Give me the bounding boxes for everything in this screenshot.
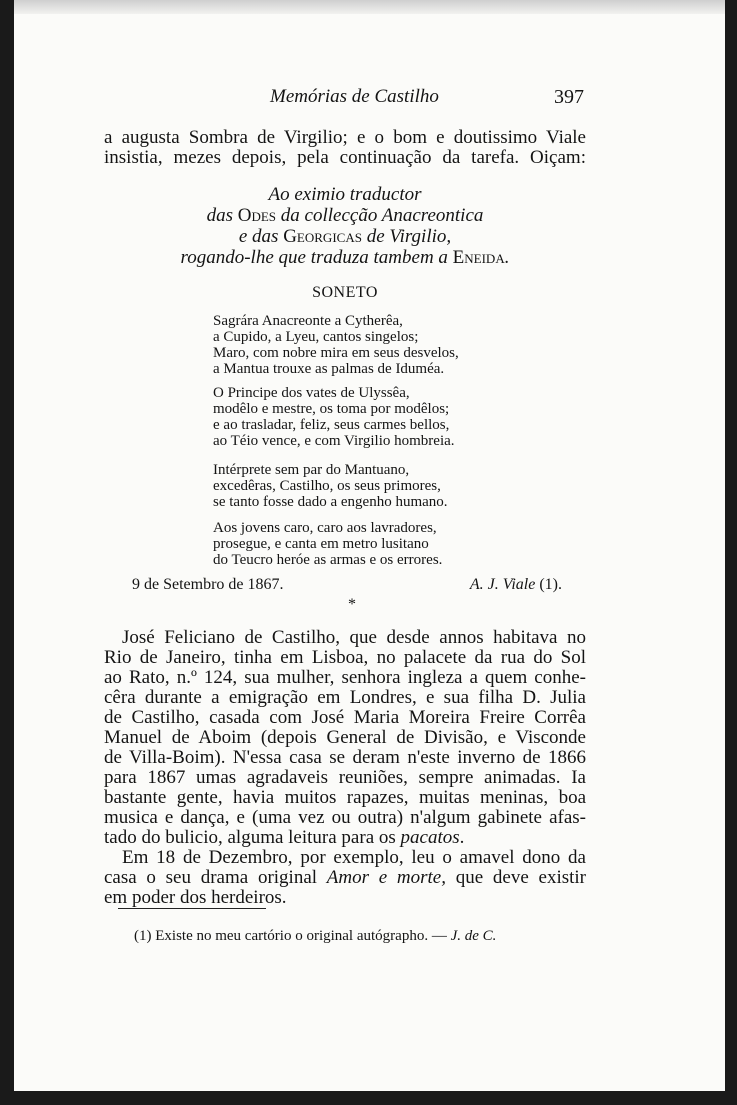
italic-text: Amor e morte,: [326, 867, 446, 888]
verse-line: O Principe dos vates de Ulyssêa,: [213, 385, 410, 401]
small-caps-text: Eneida: [452, 247, 505, 268]
italic-text: pacatos: [400, 827, 460, 848]
dedication-line: Ao eximio traductor: [268, 184, 422, 205]
footnote-marker: (1).: [535, 576, 562, 593]
text-line: ao Rato, n.º 124, sua mulher, senhora ingleza a quem conhe-: [104, 667, 586, 688]
dedication-line: [104, 205, 586, 226]
text-line: em poder dos herdeiros.: [104, 887, 287, 908]
text-run: tado do bulicio, alguma leitura para os: [104, 827, 401, 848]
verse-line: Intérprete sem par do Mantuano,: [213, 462, 410, 478]
small-caps-text: Odes: [237, 205, 277, 226]
text-line: insistia, mezes depois, pela continuação da tarefa. Oiçam:: [104, 147, 586, 168]
text-line: bastante gente, havia muitos rapazes, muitas meninas, boa: [104, 787, 586, 808]
footnote-signature: J. de C.: [450, 928, 497, 944]
text-line: a augusta Sombra de Virgilio; e o bom e doutissimo Viale: [104, 127, 586, 148]
text-line: [104, 868, 586, 888]
sonnet-signature: [132, 576, 562, 596]
verse-line: ao Téio vence, e com Virgilio hombreia.: [213, 433, 455, 449]
dedication-text: rogando-lhe que traduza tambem a: [180, 247, 453, 268]
text-run: casa o seu drama original: [104, 867, 327, 888]
text-run: .: [459, 827, 465, 848]
sonnet-author: [470, 576, 562, 594]
verse-line: a Cupido, a Lyeu, cantos singelos;: [213, 329, 419, 345]
verse-line: Sagrára Anacreonte a Cytherêa,: [213, 313, 403, 329]
text-line: Rio de Janeiro, tinha em Lisboa, no palacete da rua do Sol: [104, 647, 586, 668]
text-line: de Castilho, casada com José Maria Moreira Freire Corrêa: [104, 707, 586, 728]
sonnet-stanza: [213, 462, 503, 510]
text-line: José Feliciano de Castilho, que desde annos habitava no: [122, 627, 586, 648]
small-caps-text: Georgicas: [283, 226, 362, 247]
sonnet-stanza: [213, 313, 503, 377]
verse-line: a Mantua trouxe as palmas de Iduméa.: [213, 361, 445, 377]
page-number: 397: [554, 86, 584, 108]
dedication-line: [104, 226, 586, 247]
author-name: A. J. Viale: [469, 576, 536, 593]
text-line: Manuel de Aboim (depois General de Divisão, e Visconde: [104, 727, 586, 748]
text-line: musica e dança, e (uma vez ou outra) n'algum gabinete afas-: [104, 807, 586, 828]
verse-line: excedêras, Castilho, os seus primores,: [213, 478, 441, 494]
sonnet-title: SONETO: [312, 284, 378, 301]
verse-line: Maro, com nobre mira em seus desvelos,: [213, 345, 459, 361]
dedication-text: .: [504, 247, 510, 268]
sonnet-stanza: [213, 520, 503, 568]
text-line: para 1867 umas agradaveis reuniões, sempre animadas. Ia: [104, 767, 586, 788]
body-paragraphs: [104, 628, 586, 908]
intro-paragraph: [104, 128, 586, 168]
section-separator: *: [348, 596, 356, 613]
dedication-text: da collecção Anacreontica: [276, 205, 484, 226]
footnote-text: (1) Existe no meu cartório o original autógrapho. —: [134, 928, 451, 944]
text-line: cêra durante a emigração em Londres, e sua filha D. Julia: [104, 687, 586, 708]
verse-line: e ao trasladar, feliz, seus carmes bellos,: [213, 417, 450, 433]
verse-line: Aos jovens caro, caro aos lavradores,: [213, 520, 437, 536]
text-run: que deve existir: [446, 867, 587, 888]
dedication: [104, 184, 586, 268]
dedication-text: de Virgilio,: [361, 226, 452, 247]
text-line: Em 18 de Dezembro, por exemplo, leu o amavel dono da: [122, 847, 586, 868]
page-header: [104, 86, 584, 114]
scan-edge: [14, 0, 725, 14]
verse-line: se tanto fosse dado a engenho humano.: [213, 494, 448, 510]
dedication-text: e das: [238, 226, 284, 247]
sonnet-date: 9 de Setembro de 1867.: [132, 576, 284, 593]
text-line: [104, 828, 586, 848]
dedication-line: [104, 247, 586, 268]
dedication-text: das: [206, 205, 238, 226]
verse-line: do Teucro heróe as armas e os errores.: [213, 552, 443, 568]
verse-line: modêlo e mestre, os toma por modêlos;: [213, 401, 450, 417]
verse-line: prosegue, e canta em metro lusitano: [213, 536, 429, 552]
text-line: de Villa-Boim). N'essa casa se deram n'este inverno de 1866: [104, 747, 586, 768]
running-title: Memórias de Castilho: [270, 86, 439, 107]
footnote: [134, 928, 496, 945]
sonnet-stanza: [213, 385, 503, 449]
footnote-divider: [118, 908, 266, 909]
